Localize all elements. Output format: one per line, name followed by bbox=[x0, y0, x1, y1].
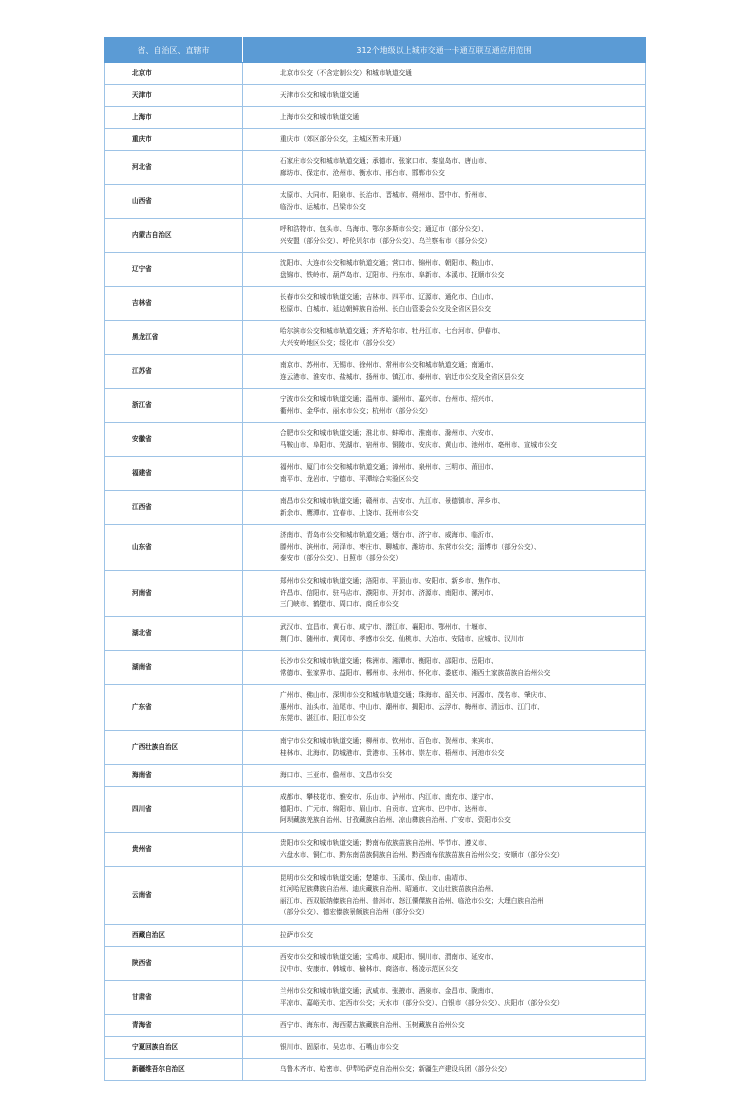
table-row bbox=[105, 219, 646, 253]
table-row bbox=[105, 321, 646, 355]
table-row bbox=[105, 423, 646, 457]
table-row bbox=[105, 947, 646, 981]
table-row bbox=[105, 355, 646, 389]
scope-cell: 福州市、厦门市公交和城市轨道交通；漳州市、泉州市、三明市、莆田市、 南平市、龙岩市、宁德市、平潭综合实验区公交 bbox=[243, 457, 646, 491]
scope-cell: 长沙市公交和城市轨道交通；株洲市、湘潭市、衡阳市、邵阳市、岳阳市、 常德市、张家界市、益阳市、郴州市、永州市、怀化市、娄底市、湘西土家族苗族自治州公交 bbox=[243, 651, 646, 685]
scope-cell: 昆明市公交和城市轨道交通；楚雄市、玉溪市、保山市、曲靖市、 红河哈尼族彝族自治州、迪庆藏族自治州、昭通市、文山壮族苗族自治州、 丽江市、西双版纳傣族自治州、普洱市、怒江傈僳族自治州、临沧市公交；大理白族自治州 （部分公交）、德宏傣族景颇族自治州（部分公交） bbox=[243, 867, 646, 925]
scope-cell: 乌鲁木齐市、哈密市、伊犁哈萨克自治州公交；新疆生产建设兵团（部分公交） bbox=[243, 1059, 646, 1081]
scope-cell: 重庆市（郊区部分公交，主城区暂未开通） bbox=[243, 129, 646, 151]
scope-cell: 西宁市、海东市、海西蒙古族藏族自治州、玉树藏族自治州公交 bbox=[243, 1015, 646, 1037]
province-cell: 云南省 bbox=[105, 867, 243, 925]
province-cell: 天津市 bbox=[105, 85, 243, 107]
table-row bbox=[105, 731, 646, 765]
province-cell: 河南省 bbox=[105, 571, 243, 617]
province-cell: 北京市 bbox=[105, 63, 243, 85]
province-cell: 山东省 bbox=[105, 525, 243, 571]
table-row bbox=[105, 129, 646, 151]
scope-cell: 拉萨市公交 bbox=[243, 925, 646, 947]
scope-cell: 西安市公交和城市轨道交通；宝鸡市、咸阳市、铜川市、渭南市、延安市、 汉中市、安康市、韩城市、榆林市、商洛市、杨凌示范区公交 bbox=[243, 947, 646, 981]
scope-cell: 兰州市公交和城市轨道交通；武威市、张掖市、酒泉市、金昌市、陇南市、 平凉市、嘉峪关市、定西市公交；天水市（部分公交）、白银市（部分公交）、庆阳市（部分公交） bbox=[243, 981, 646, 1015]
province-cell: 新疆维吾尔自治区 bbox=[105, 1059, 243, 1081]
scope-cell: 海口市、三亚市、儋州市、文昌市公交 bbox=[243, 765, 646, 787]
province-cell: 重庆市 bbox=[105, 129, 243, 151]
table-row bbox=[105, 457, 646, 491]
province-cell: 宁夏回族自治区 bbox=[105, 1037, 243, 1059]
header-province: 省、自治区、直辖市 bbox=[105, 38, 243, 63]
table-row bbox=[105, 1015, 646, 1037]
table-row bbox=[105, 685, 646, 731]
province-cell: 吉林省 bbox=[105, 287, 243, 321]
table-row bbox=[105, 925, 646, 947]
province-cell: 贵州省 bbox=[105, 833, 243, 867]
table-row bbox=[105, 151, 646, 185]
scope-cell: 成都市、攀枝花市、雅安市、乐山市、泸州市、内江市、南充市、遂宁市、 德阳市、广元市、绵阳市、眉山市、自贡市、宜宾市、巴中市、达州市、 阿坝藏族羌族自治州、甘孜藏族自治州、凉山彝族自治州、广安市、资阳市公交 bbox=[243, 787, 646, 833]
table-row bbox=[105, 765, 646, 787]
province-cell: 江西省 bbox=[105, 491, 243, 525]
province-cell: 安徽省 bbox=[105, 423, 243, 457]
province-cell: 福建省 bbox=[105, 457, 243, 491]
scope-cell: 南昌市公交和城市轨道交通；赣州市、吉安市、九江市、景德镇市、萍乡市、 新余市、鹰潭市、宜春市、上饶市、抚州市公交 bbox=[243, 491, 646, 525]
scope-cell: 石家庄市公交和城市轨道交通；承德市、张家口市、秦皇岛市、唐山市、 廊坊市、保定市、沧州市、衡水市、邢台市、邯郸市公交 bbox=[243, 151, 646, 185]
province-cell: 河北省 bbox=[105, 151, 243, 185]
province-cell: 甘肃省 bbox=[105, 981, 243, 1015]
scope-cell: 呼和浩特市、包头市、乌海市、鄂尔多斯市公交；通辽市（部分公交）、 兴安盟（部分公交）、呼伦贝尔市（部分公交）、乌兰察布市（部分公交） bbox=[243, 219, 646, 253]
table-row bbox=[105, 85, 646, 107]
table-row bbox=[105, 491, 646, 525]
scope-cell: 北京市公交（不含定制公交）和城市轨道交通 bbox=[243, 63, 646, 85]
scope-cell: 上海市公交和城市轨道交通 bbox=[243, 107, 646, 129]
scope-cell: 天津市公交和城市轨道交通 bbox=[243, 85, 646, 107]
table-row bbox=[105, 867, 646, 925]
scope-cell: 武汉市、宜昌市、黄石市、咸宁市、潜江市、襄阳市、鄂州市、十堰市、 荆门市、随州市、黄冈市、孝感市公交、仙桃市、大冶市、安陆市、应城市、汉川市 bbox=[243, 617, 646, 651]
province-cell: 浙江省 bbox=[105, 389, 243, 423]
table-row bbox=[105, 1059, 646, 1081]
province-cell: 西藏自治区 bbox=[105, 925, 243, 947]
table-row bbox=[105, 287, 646, 321]
scope-cell: 宁波市公交和城市轨道交通；温州市、湖州市、嘉兴市、台州市、绍兴市、 衢州市、金华市、丽水市公交；杭州市（部分公交） bbox=[243, 389, 646, 423]
scope-cell: 广州市、佛山市、深圳市公交和城市轨道交通；珠海市、韶关市、河源市、茂名市、肇庆市、 惠州市、汕头市、汕尾市、中山市、潮州市、揭阳市、云浮市、梅州市、清远市、江门市、 东莞市、湛江市、阳江市公交 bbox=[243, 685, 646, 731]
coverage-table bbox=[104, 37, 646, 1081]
province-cell: 山西省 bbox=[105, 185, 243, 219]
coverage-table-container bbox=[104, 37, 645, 1081]
province-cell: 青海省 bbox=[105, 1015, 243, 1037]
province-cell: 广东省 bbox=[105, 685, 243, 731]
province-cell: 陕西省 bbox=[105, 947, 243, 981]
table-row bbox=[105, 651, 646, 685]
table-row bbox=[105, 787, 646, 833]
table-row bbox=[105, 185, 646, 219]
province-cell: 广西壮族自治区 bbox=[105, 731, 243, 765]
scope-cell: 南京市、苏州市、无锡市、徐州市、常州市公交和城市轨道交通；南通市、 连云港市、淮安市、盐城市、扬州市、镇江市、泰州市、宿迁市公交及全省区县公交 bbox=[243, 355, 646, 389]
province-cell: 江苏省 bbox=[105, 355, 243, 389]
province-cell: 辽宁省 bbox=[105, 253, 243, 287]
table-row bbox=[105, 617, 646, 651]
scope-cell: 贵阳市公交和城市轨道交通；黔南布依族苗族自治州、毕节市、遵义市、 六盘水市、铜仁市、黔东南苗族侗族自治州、黔西南布依族苗族自治州公交；安顺市（部分公交） bbox=[243, 833, 646, 867]
table-row bbox=[105, 107, 646, 129]
scope-cell: 合肥市公交和城市轨道交通；淮北市、蚌埠市、淮南市、滁州市、六安市、 马鞍山市、阜阳市、芜湖市、宿州市、铜陵市、安庆市、黄山市、池州市、亳州市、宣城市公交 bbox=[243, 423, 646, 457]
table-row bbox=[105, 1037, 646, 1059]
table-row bbox=[105, 253, 646, 287]
scope-cell: 济南市、青岛市公交和城市轨道交通；烟台市、济宁市、威海市、临沂市、 滕州市、滨州市、菏泽市、枣庄市、聊城市、潍坊市、东营市公交；淄博市（部分公交）、 泰安市（部分公交）、日照市（部分公交） bbox=[243, 525, 646, 571]
table-row bbox=[105, 63, 646, 85]
table-row bbox=[105, 833, 646, 867]
scope-cell: 银川市、固原市、吴忠市、石嘴山市公交 bbox=[243, 1037, 646, 1059]
table-body bbox=[105, 63, 646, 1081]
table-row bbox=[105, 389, 646, 423]
scope-cell: 长春市公交和城市轨道交通；吉林市、四平市、辽源市、通化市、白山市、 松原市、白城市、延边朝鲜族自治州、长白山管委会公交及全省区县公交 bbox=[243, 287, 646, 321]
province-cell: 湖北省 bbox=[105, 617, 243, 651]
table-row bbox=[105, 981, 646, 1015]
scope-cell: 哈尔滨市公交和城市轨道交通；齐齐哈尔市、牡丹江市、七台河市、伊春市、 大兴安岭地区公交；绥化市（部分公交） bbox=[243, 321, 646, 355]
table-header-row bbox=[105, 38, 646, 63]
table-row bbox=[105, 525, 646, 571]
scope-cell: 南宁市公交和城市轨道交通；柳州市、钦州市、百色市、贺州市、来宾市、 桂林市、北海市、防城港市、贵港市、玉林市、崇左市、梧州市、河池市公交 bbox=[243, 731, 646, 765]
province-cell: 四川省 bbox=[105, 787, 243, 833]
scope-cell: 郑州市公交和城市轨道交通；洛阳市、平顶山市、安阳市、新乡市、焦作市、 许昌市、信阳市、驻马店市、濮阳市、开封市、济源市、南阳市、漯河市、 三门峡市、鹤壁市、周口市、商丘市公交 bbox=[243, 571, 646, 617]
header-scope: 312个地级以上城市交通一卡通互联互通应用范围 bbox=[243, 38, 646, 63]
scope-cell: 沈阳市、大连市公交和城市轨道交通；营口市、锦州市、朝阳市、鞍山市、 盘锦市、铁岭市、葫芦岛市、辽阳市、丹东市、阜新市、本溪市、抚顺市公交 bbox=[243, 253, 646, 287]
province-cell: 内蒙古自治区 bbox=[105, 219, 243, 253]
province-cell: 海南省 bbox=[105, 765, 243, 787]
province-cell: 湖南省 bbox=[105, 651, 243, 685]
scope-cell: 太原市、大同市、阳泉市、长治市、晋城市、朔州市、晋中市、忻州市、 临汾市、运城市、吕梁市公交 bbox=[243, 185, 646, 219]
province-cell: 黑龙江省 bbox=[105, 321, 243, 355]
table-row bbox=[105, 571, 646, 617]
province-cell: 上海市 bbox=[105, 107, 243, 129]
